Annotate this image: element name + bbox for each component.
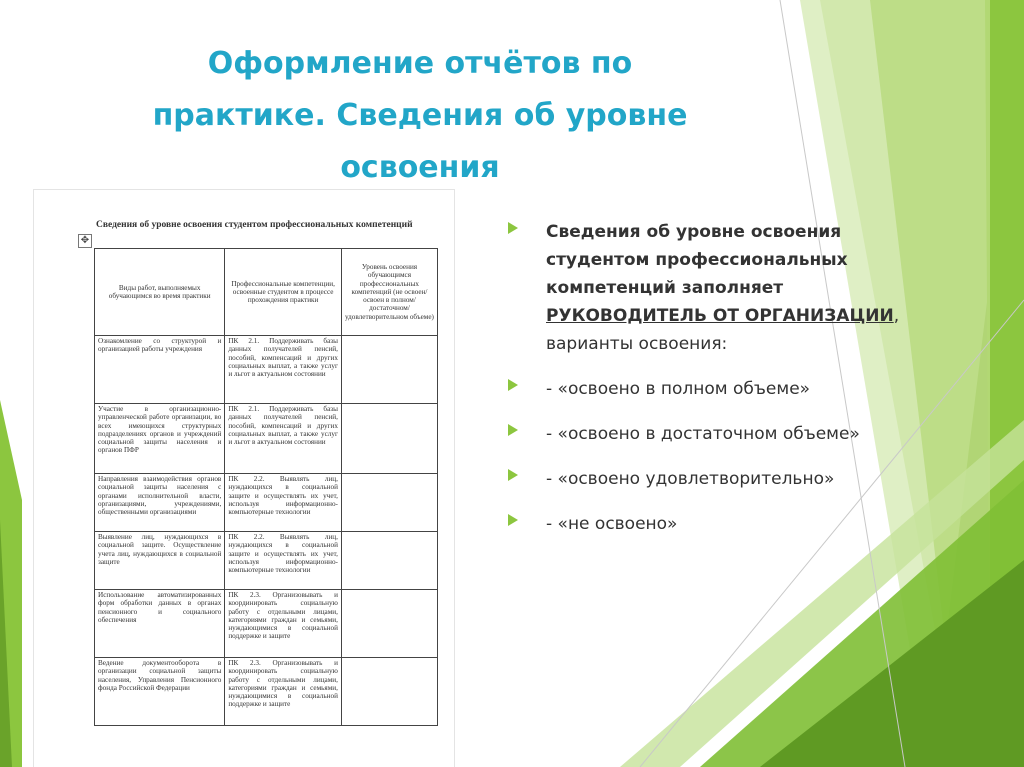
table-row <box>95 474 438 532</box>
triangle-bullet-icon <box>508 514 518 526</box>
option-text: - «освоено удовлетворительно» <box>546 469 835 489</box>
table-row <box>95 336 438 404</box>
slide-title-line-3: освоения <box>340 150 500 185</box>
list-item <box>508 510 908 538</box>
table-row <box>95 532 438 590</box>
triangle-bullet-icon <box>508 469 518 481</box>
cell-work: Использование автоматизированных форм обработки данных в органах пенсионного и социального обеспечения <box>95 590 225 658</box>
table-header-work: Виды работ, выполняемых обучающимся во время практики <box>95 249 225 336</box>
cell-work: Направления взаимодействия органов социальной защиты населения с органами исполнительной власти, организациями, учреждениями, общественными организациями <box>95 474 225 532</box>
organization-head-label: РУКОВОДИТЕЛЬ ОТ ОРГАНИЗАЦИИ <box>546 306 894 326</box>
cell-work: Ведение документооборота в организации социальной защиты населения, Управления Пенсионного фонда Российской Федерации <box>95 658 225 726</box>
cell-level <box>341 532 437 590</box>
cell-level <box>341 336 437 404</box>
triangle-bullet-icon <box>508 379 518 391</box>
table-row <box>95 590 438 658</box>
list-item <box>508 420 908 448</box>
table-header-competence: Профессиональные компетенции, освоенные студентом в процессе прохождения практики <box>225 249 342 336</box>
cell-competence: ПК 2.3. Организовывать и координировать социальную работу с отдельными лицами, категориями граждан и семьями, нуждающимися в социальной поддержке и защите <box>225 658 342 726</box>
main-bullet-text: Сведения об уровне освоения студентом профессиональных компетенций заполняет <box>546 222 848 298</box>
option-text: - «освоено в достаточном объеме» <box>546 424 860 444</box>
cell-level <box>341 404 437 474</box>
table-row <box>95 404 438 474</box>
triangle-bullet-icon <box>508 222 518 234</box>
cell-work: Выявление лиц, нуждающихся в социальной защите. Осуществление учета лиц, нуждающихся в социальной защите <box>95 532 225 590</box>
slide-title-line-2: практике. Сведения об уровне <box>152 98 688 133</box>
slide-title-line-1: Оформление отчётов по <box>207 46 633 81</box>
list-item <box>508 465 908 493</box>
list-item <box>508 375 908 403</box>
cell-competence: ПК 2.2. Выявлять лиц, нуждающихся в социальной защите и осуществлять их учет, используя информационно-компьютерные технологии <box>225 474 342 532</box>
main-bullet-suffix: , варианты освоения: <box>546 306 900 354</box>
bullet-list <box>508 218 908 555</box>
competencies-table <box>94 248 438 726</box>
table-header-level: Уровень освоения обучающимся профессиональных компетенций (не освоен/ освоен в полном/ достаточном/ удовлетворительном объеме) <box>341 249 437 336</box>
cell-competence: ПК 2.3. Организовывать и координировать социальную работу с отдельными лицами, категориями граждан и семьями, нуждающимися в социальной поддержке и защите <box>225 590 342 658</box>
cell-work: Участие в организационно-управленческой работе организации, во всех имеющихся структурных подразделениях органов и учреждений социальной защиты населения и органов ПФР <box>95 404 225 474</box>
cell-competence: ПК 2.1. Поддерживать базы данных получателей пенсий, пособий, компенсаций и других социальных выплат, а также услуг и льгот в актуальном состоянии <box>225 404 342 474</box>
move-handle-icon[interactable]: ✥ <box>78 234 92 248</box>
option-text: - «не освоено» <box>546 514 678 534</box>
triangle-bullet-icon <box>508 424 518 436</box>
cell-competence: ПК 2.2. Выявлять лиц, нуждающихся в социальной защите и осуществлять их учет, используя информационно-компьютерные технологии <box>225 532 342 590</box>
document-caption: Сведения об уровне освоения студентом профессиональных компетенций <box>96 220 413 230</box>
cell-level <box>341 590 437 658</box>
slide-title <box>100 38 740 194</box>
cell-level <box>341 474 437 532</box>
cell-level <box>341 658 437 726</box>
option-text: - «освоено в полном объеме» <box>546 379 811 399</box>
table-header-row <box>95 249 438 336</box>
cell-competence: ПК 2.1. Поддерживать базы данных получателей пенсий, пособий, компенсаций и других социальных выплат, а также услуг и льгот в актуальном состоянии <box>225 336 342 404</box>
list-item <box>508 218 908 358</box>
table-row <box>95 658 438 726</box>
cell-work: Ознакомление со структурой и организацией работы учреждения <box>95 336 225 404</box>
document-image <box>34 190 454 767</box>
